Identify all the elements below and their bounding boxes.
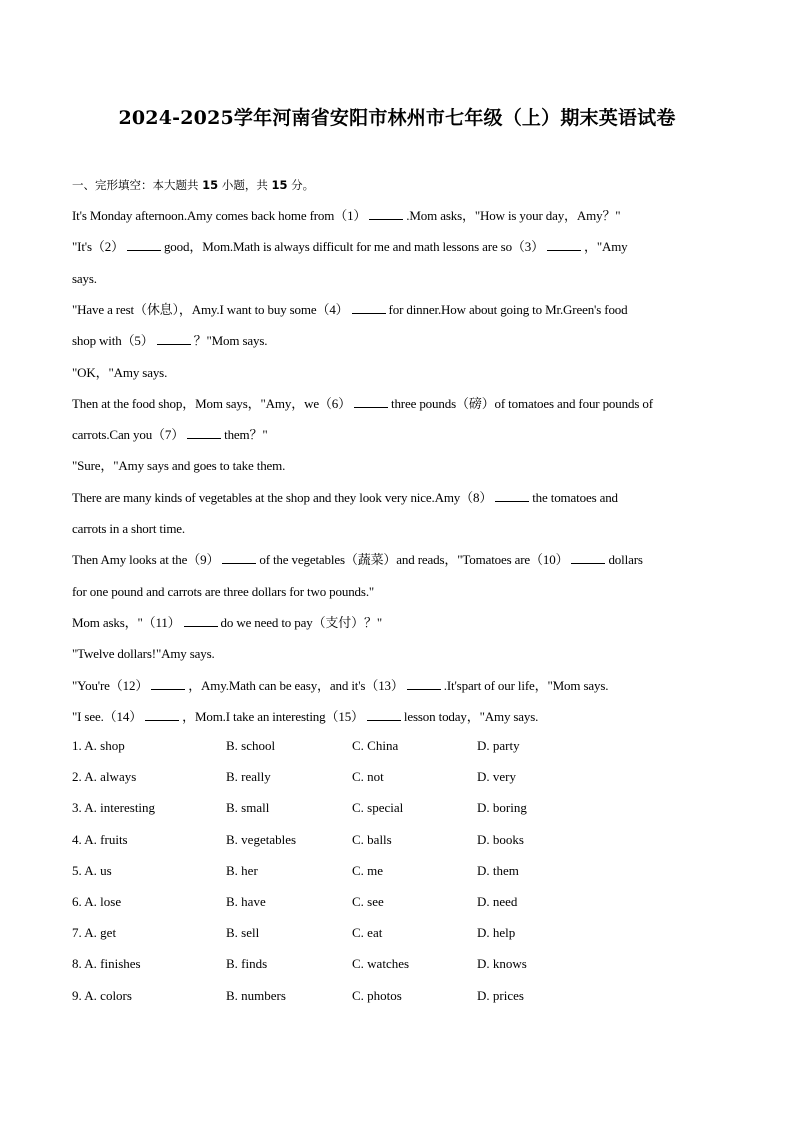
- passage-line: [72, 645, 215, 663]
- question-row: [72, 831, 732, 849]
- passage-text: Then Amy looks at the（9）: [72, 552, 220, 568]
- option-d[interactable]: D. them: [477, 862, 519, 878]
- option-b[interactable]: B. sell: [226, 925, 260, 941]
- option-a[interactable]: 5. A. us: [72, 862, 112, 878]
- option-d[interactable]: D. help: [477, 925, 516, 941]
- passage-line: [72, 332, 267, 350]
- option-d[interactable]: D. very: [477, 769, 516, 785]
- passage-text: says.: [72, 270, 97, 286]
- option-b[interactable]: B. have: [226, 894, 266, 909]
- question-row: [72, 924, 732, 942]
- option-d[interactable]: D. knows: [477, 956, 527, 972]
- answer-blank[interactable]: [495, 489, 529, 502]
- passage-text: carrots in a short time.: [72, 521, 186, 536]
- passage-text: of the vegetables（蔬菜）and reads，"Tomatoes are（10）: [259, 552, 569, 568]
- page-title: 2024-2025学年河南省安阳市林州市七年级（上）期末英语试卷: [118, 107, 676, 129]
- section-total-score: 15: [271, 178, 288, 192]
- option-a[interactable]: 9. A. colors: [72, 987, 132, 1003]
- passage-text: "I see.（14）: [72, 708, 143, 724]
- section-heading: [72, 176, 314, 194]
- passage-line: [72, 238, 628, 256]
- passage-line: [72, 457, 285, 475]
- option-b[interactable]: B. school: [226, 738, 276, 753]
- passage-text: It's Monday afternoon.Amy comes back home from（1）: [72, 208, 367, 223]
- passage-line: [72, 207, 620, 225]
- passage-line: [72, 583, 374, 601]
- question-row: [72, 737, 732, 755]
- option-a[interactable]: 8. A. finishes: [72, 956, 141, 972]
- option-b[interactable]: B. really: [226, 769, 271, 785]
- passage-text: "It's（2）: [72, 239, 124, 255]
- option-c[interactable]: C. China: [352, 738, 399, 753]
- passage-text: dollars: [608, 552, 643, 568]
- passage-text: shop with（5）: [72, 333, 154, 349]
- option-a[interactable]: 2. A. always: [72, 769, 137, 785]
- passage-text: the tomatoes and: [532, 489, 618, 505]
- passage-text: .It'spart of our life，"Mom says.: [443, 677, 609, 693]
- passage-text: "OK，"Amy says.: [72, 364, 168, 380]
- passage-text: for one pound and carrots are three dollars for two pounds.": [72, 583, 375, 599]
- passage-line: [72, 426, 268, 444]
- passage-text: ，"Amy: [583, 239, 628, 255]
- answer-blank[interactable]: [352, 301, 386, 314]
- passage-line: [72, 551, 643, 569]
- answer-blank[interactable]: [354, 395, 388, 408]
- passage-line: [72, 677, 608, 695]
- option-b[interactable]: B. small: [226, 800, 270, 816]
- passage-text: Then at the food shop，Mom says，"Amy，we（6）: [72, 395, 351, 411]
- passage-line: [72, 364, 167, 382]
- passage-line: [72, 301, 628, 319]
- section-question-count: 15: [202, 178, 219, 192]
- option-b[interactable]: B. finds: [226, 956, 268, 972]
- answer-blank[interactable]: [571, 551, 605, 564]
- question-row: [72, 987, 732, 1005]
- passage-text: "Twelve dollars!"Amy says.: [72, 646, 215, 662]
- option-c[interactable]: C. photos: [352, 987, 402, 1003]
- passage-text: three pounds（磅）of tomatoes and four pounds of: [391, 395, 653, 411]
- option-a[interactable]: 1. A. shop: [72, 738, 125, 753]
- passage-text: .Mom asks，"How is your day，Amy？": [406, 208, 621, 223]
- option-a[interactable]: 3. A. interesting: [72, 800, 156, 816]
- option-b[interactable]: B. numbers: [226, 987, 286, 1003]
- option-c[interactable]: C. special: [352, 800, 404, 816]
- option-c[interactable]: C. balls: [352, 831, 392, 847]
- answer-blank[interactable]: [367, 708, 401, 721]
- option-c[interactable]: C. see: [352, 894, 384, 909]
- question-row: [72, 955, 732, 973]
- answer-blank[interactable]: [407, 677, 441, 690]
- passage-text: do we need to pay（支付）？": [220, 614, 382, 630]
- option-d[interactable]: D. books: [477, 831, 524, 847]
- passage-line: [72, 708, 538, 726]
- passage-text: ？"Mom says.: [193, 333, 268, 349]
- passage-line: [72, 489, 618, 507]
- passage-text: them？": [224, 427, 268, 443]
- passage-text: lesson today，"Amy says.: [403, 708, 539, 724]
- option-d[interactable]: D. prices: [477, 987, 524, 1003]
- option-c[interactable]: C. me: [352, 862, 384, 878]
- passage-text: Mom asks，"（11）: [72, 614, 181, 630]
- answer-blank[interactable]: [547, 238, 581, 251]
- answer-blank[interactable]: [151, 677, 185, 690]
- passage-text: There are many kinds of vegetables at the shop and they look very nice.Amy（8）: [72, 489, 493, 505]
- passage-text: "You're（12）: [72, 677, 149, 693]
- answer-blank[interactable]: [145, 708, 179, 721]
- passage-line: [72, 614, 382, 632]
- answer-blank[interactable]: [127, 238, 161, 251]
- passage-text: "Sure，"Amy says and goes to take them.: [72, 458, 286, 474]
- option-d[interactable]: D. boring: [477, 800, 527, 816]
- option-d[interactable]: D. party: [477, 738, 520, 753]
- passage-text: ，Mom.I take an interesting（15）: [182, 708, 364, 724]
- section-label-mid: 小题，共: [221, 178, 268, 192]
- passage-line: [72, 520, 185, 538]
- passage-text: "Have a rest（休息），Amy.I want to buy some（4）: [72, 301, 349, 317]
- passage-text: good，Mom.Math is always difficult for me and math lessons are so（3）: [163, 239, 544, 255]
- option-c[interactable]: C. watches: [352, 956, 410, 972]
- option-d[interactable]: D. need: [477, 894, 518, 909]
- option-a[interactable]: 7. A. get: [72, 925, 117, 941]
- option-a[interactable]: 6. A. lose: [72, 894, 122, 909]
- passage-line: [72, 270, 97, 288]
- answer-blank[interactable]: [187, 426, 221, 439]
- answer-blank[interactable]: [184, 614, 218, 627]
- question-row: [72, 768, 732, 786]
- passage-text: ，Amy.Math can be easy，and it's（13）: [188, 677, 404, 693]
- question-row: [72, 862, 732, 880]
- option-c[interactable]: C. eat: [352, 925, 383, 941]
- answer-blank[interactable]: [222, 551, 256, 564]
- passage-text: for dinner.How about going to Mr.Green's food: [388, 301, 628, 317]
- question-row: [72, 799, 732, 817]
- passage-line: [72, 395, 653, 413]
- section-label-suffix: 分。: [291, 178, 315, 192]
- option-b[interactable]: B. her: [226, 862, 258, 878]
- option-a[interactable]: 4. A. fruits: [72, 831, 128, 847]
- passage-text: carrots.Can you（7）: [72, 427, 185, 443]
- answer-blank[interactable]: [369, 207, 403, 220]
- section-label-prefix: 一、完形填空：本大题共: [72, 178, 199, 192]
- option-b[interactable]: B. vegetables: [226, 831, 297, 847]
- option-c[interactable]: C. not: [352, 769, 384, 785]
- answer-blank[interactable]: [157, 332, 191, 345]
- question-row: [72, 893, 732, 911]
